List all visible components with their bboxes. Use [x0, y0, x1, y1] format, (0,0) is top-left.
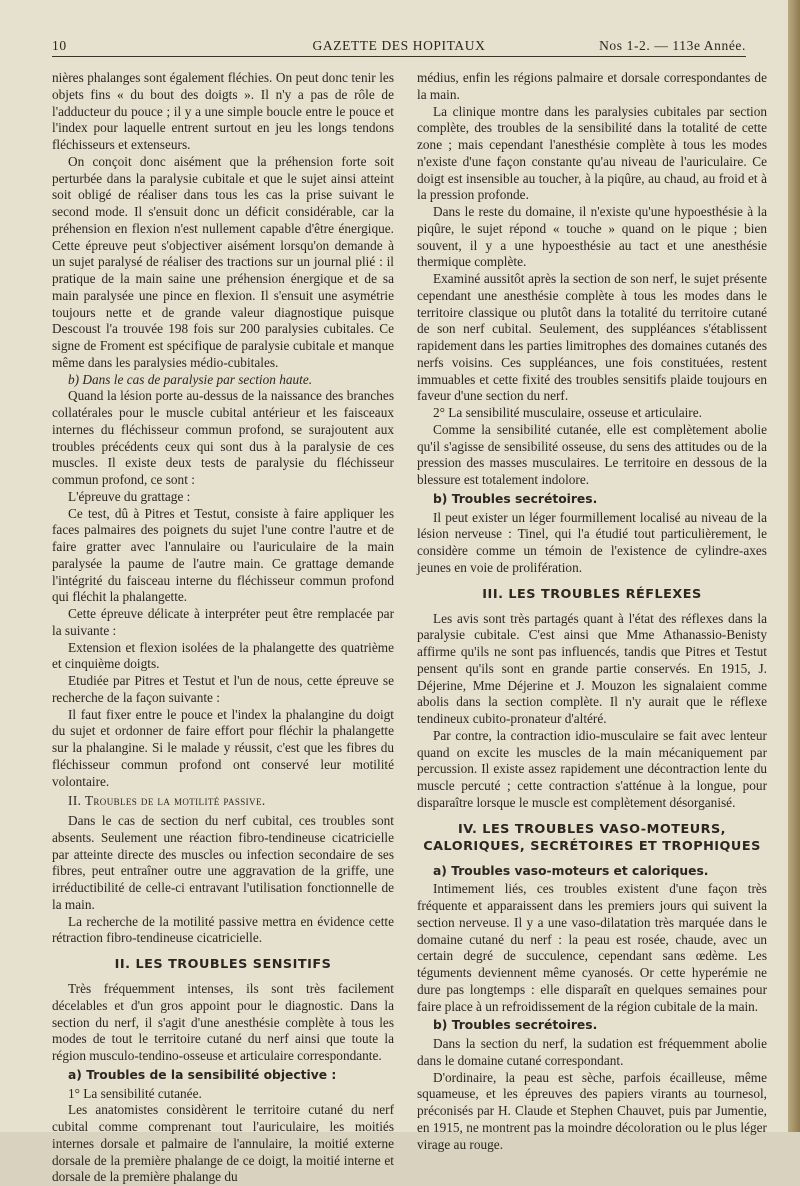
- paragraph: Il peut exister un léger fourmillement localisé au niveau de la lésion nerveuse : Tinel, qui l'a étudié tout particulièrement, le considère comme un témoin de l'existence de cylindre-axes jeunes en voie de prolifération.: [417, 509, 767, 575]
- paragraph: Très fréquemment intenses, ils sont très facilement décelables et d'un gros appoint pour le diagnostic. Dans la section du nerf, il s'agit d'une anesthésie complète à tous les modes de tout le territoire cutané du nerf ainsi que toute la région musculo-tendino-osseuse et articulaire correspondante.: [52, 981, 394, 1063]
- paragraph: Les avis sont très partagés quant à l'état des réflexes dans la paralysie cubitale. C'est ainsi que Mme Athanassio-Benisty affirme qu'ils ne sont pas influencés, tandis que Pitres et Testut pensent qu'ils sont en grande partie conservés. En 1915, J. Déjerine, Mme Déjerine et J. Mouzon les signalaient comme abolis dans la section complète. Il n'y aurait que le réflexe tendineux cubito-pronateur d'altéré.: [417, 610, 767, 726]
- paragraph: Intimement liés, ces troubles existent d'une façon très fréquente et apparaissent dans les premiers jours qui suivent la section nerveuse. Il y a une vaso-dilatation très marquée dans le domaine cutané du nerf : la peau est rosée, chaude, avec un certain degré de succulence, cependant sans œdème. Les téguments deviennent même cyanosés. Or cette hyperémie ne dure pas longtemps : elle disparaît en quelques semaines pour faire place à un refroidissement de la région cubitale de la main.: [417, 881, 767, 1014]
- paragraph: Dans le reste du domaine, il n'existe qu'une hypoesthésie à la piqûre, le sujet répond « touche » quand on le pique ; bien souvent, il y a une hypoesthésie au tact et une anesthésie thermique complète.: [417, 204, 767, 270]
- page-number: 10: [52, 38, 67, 53]
- paragraph: Dans la section du nerf, la sudation est fréquemment abolie dans le domaine cutané correspondant.: [417, 1036, 767, 1068]
- paragraph: Par contre, la contraction idio-musculaire se fait avec lenteur quand on excite les muscles de la main mécaniquement par percussion. Il existe assez rapidement une décontraction lente du muscle percuté ; cette contraction s'atténue à la longue, pour disparaître lorsque le muscle est complètement désorganisé.: [417, 727, 767, 810]
- issue-info: Nos 1-2. — 113e Année.: [599, 38, 746, 53]
- paragraph: Comme la sensibilité cutanée, elle est complètement abolie qu'il s'agisse de sensibilité osseuse, du sens des attitudes ou de la pression des masses musculaires. Le territoire en dessous de la blessure est totalement indolore.: [417, 421, 767, 487]
- paragraph: médius, enfin les régions palmaire et dorsale correspondantes de la main.: [417, 70, 767, 102]
- subheading-italic: b) Dans le cas de paralysie par section haute.: [68, 371, 313, 387]
- subsection-heading: a) Troubles vaso-moteurs et caloriques.: [433, 863, 709, 878]
- left-column: [52, 70, 394, 1186]
- paragraph: Etudiée par Pitres et Testut et l'un de nous, cette épreuve se recherche de la façon suivante :: [52, 673, 394, 705]
- paragraph: Extension et flexion isolées de la phalangette des quatrième et cinquième doigts.: [52, 639, 394, 672]
- paragraph: Cette épreuve délicate à interpréter peut être remplacée par la suivante :: [52, 606, 394, 638]
- section-heading: III. LES TROUBLES RÉFLEXES: [482, 586, 702, 602]
- subsection-heading: b) Troubles secrétoires.: [433, 491, 598, 506]
- subsection-heading: a) Troubles de la sensibilité objective :: [68, 1067, 337, 1082]
- paragraph: Les anatomistes considèrent le territoire cutané du nerf cubital comme comprenant tout l'auriculaire, les moitiés internes dorsale et palmaire de l'annulaire, la moitié externe dorsale de la première phalange de ce doigt, la moitié interne et dorsale de la première phalange du: [52, 1102, 394, 1185]
- subheading-smallcaps: II. Troubles de la motilité passive.: [68, 793, 266, 809]
- paragraph: 1° La sensibilité cutanée.: [68, 1085, 202, 1101]
- running-header: [52, 38, 746, 57]
- paragraph: nières phalanges sont également fléchies. On peut donc tenir les objets fins « du bout des doigts ». Il n'y a pas de rôle de l'adducteur du pouce ; il y a une simple boucle entre le pouce et l'index pour laquelle entrent surtout en jeu les longs tendons fléchisseurs et extenseurs.: [52, 70, 394, 152]
- subsection-heading: b) Troubles secrétoires.: [433, 1018, 598, 1033]
- section-heading: IV. LES TROUBLES VASO-MOTEURS, CALORIQUES, SECRÉTOIRES ET TROPHIQUES: [423, 821, 761, 854]
- right-column: [417, 70, 767, 1153]
- paragraph: Il faut fixer entre le pouce et l'index la phalangine du doigt du sujet et ordonner de faire effort pour fléchir la phalangette sur la phalangine. Si le malade y réussit, c'est que les fibres du fléchisseur commun profond ont conservé leur motilité volontaire.: [52, 706, 394, 789]
- paragraph: Dans le cas de section du nerf cubital, ces troubles sont absents. Seulement une réaction fibro-tendineuse cicatricielle par atteinte directe des muscles ou infection secondaire de ses fibres, peut entraîner outre une aggravation de la griffe, une irréductibilité de celle-ci entravant l'utilisation fonctionnelle de la main.: [52, 813, 394, 912]
- paragraph: La recherche de la motilité passive mettra en évidence cette rétraction fibro-tendineuse cicatricielle.: [52, 913, 394, 946]
- paragraph: L'épreuve du grattage :: [68, 488, 191, 504]
- section-heading: II. LES TROUBLES SENSITIFS: [114, 957, 332, 972]
- journal-title: GAZETTE DES HOPITAUX: [312, 38, 486, 53]
- paragraph: Ce test, dû à Pitres et Testut, consiste à faire appliquer les faces palmaires des poignets du sujet l'une contre l'autre et de faire gratter avec l'annulaire ou l'auriculaire de la main paralysée la paume de l'autre main. Ce grattage demande l'intégrité du faisceau interne du fléchisseur commun profond qui fléchit la phalangette.: [52, 505, 394, 605]
- paragraph: On conçoit donc aisément que la préhension forte soit perturbée dans la paralysie cubitale et que le sujet ainsi atteint soit obligé de réaliser dans tous les cas la prise suivant le second mode. Il s'ensuit donc un déficit considérable, car la préhension en flexion n'est nullement capable d'être énergique. Cette épreuve peut s'objectiver aisément lorsqu'on demande à un sujet paralysé de réaliser des tractions sur un journal plié : il pratique de la main saine une préhension énergique et de sa main paralysée une pince en flexion. Il s'ensuit une asymétrie toujours nette et de grande valeur diagnostique puisque Descoust l'a trouvée 198 fois sur 200 paralysies cubitales. Ce signe de Froment est spécifique de paralysie cubitale et manque même dans les paralysies médio-cubitales.: [52, 153, 394, 370]
- paragraph: 2° La sensibilité musculaire, osseuse et articulaire.: [433, 405, 702, 420]
- page-edge: [788, 0, 800, 1132]
- paragraph: La clinique montre dans les paralysies cubitales par section complète, des troubles de la sensibilité dans la totalité de cette zone ; mais cependant l'anesthésie complète à tous les modes n'existe d'une façon constante qu'au niveau de l'auriculaire. Ce doigt est insensible au toucher, à la piqûre, au chaud, au froid et à la pression profonde.: [417, 103, 767, 203]
- paragraph: Examiné aussitôt après la section de son nerf, le sujet présente cependant une anesthésie complète à tous les modes dans le territoire classique ou plutôt dans la totalité du territoire cutané de son nerf cubital. Seulement, des suppléances s'établissent rapidement dans les parties limitrophes des domaines cutanés des nerfs voisins. Ces suppléances, une fois constituées, restent immuables et cette fixité des troubles sensitifs plaide toujours en faveur d'une section du nerf.: [417, 271, 767, 404]
- paragraph: D'ordinaire, la peau est sèche, parfois écailleuse, même squameuse, et les épreuves des papiers virants au tournesol, préconisés par H. Claude et Stephen Chauvet, puis par Jumentie, en 1915, ne montrent pas la moindre décoloration ou le plus léger virage au rouge.: [417, 1069, 767, 1152]
- paragraph: Quand la lésion porte au-dessus de la naissance des branches collatérales pour le muscle cubital antérieur et les faisceaux internes du fléchisseur commun profond, se surajoutent aux troubles précédents ceux qui sont dus à la paralysie de ces muscles. Il existe deux tests de paralysie du fléchisseur commun profond, ce sont :: [52, 388, 394, 487]
